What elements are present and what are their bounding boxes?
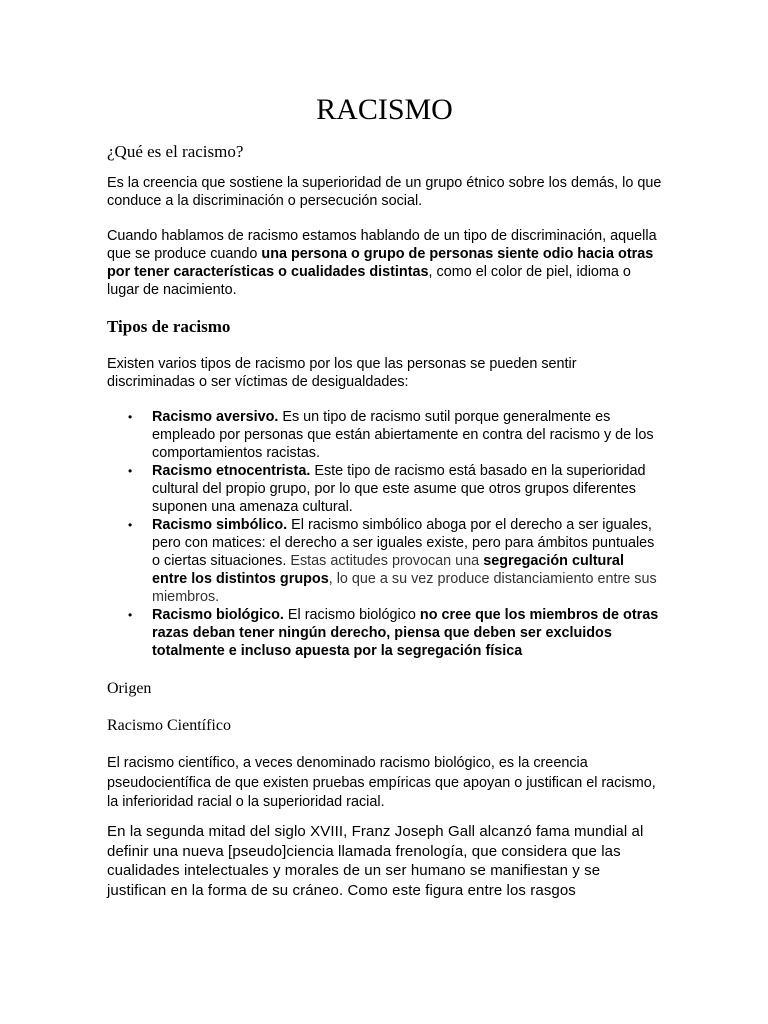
item-text: Estas actitudes provocan una [286,553,484,569]
section-heading-what-is: ¿Qué es el racismo? [107,142,244,161]
item-term: Racismo biológico. [152,607,284,623]
section-heading-types: Tipos de racismo [107,317,231,336]
bold-text: una persona o grupo de personas siente odio hacia otras por tener características o cualidades distintas [107,246,654,280]
list-item-biological [107,606,662,660]
bullet-icon: • [128,410,133,424]
section-heading-scientific-racism: Racismo Científico [107,717,231,734]
paragraph-text: Cuando hablamos de racismo estamos hablando de un tipo de discriminación, aquella que se produce cuando [107,228,657,262]
list-item-symbolic [107,516,662,606]
document-title: RACISMO [316,93,453,126]
paragraph-types-intro: Existen varios tipos de racismo por los que las personas se pueden sentir discriminadas o ser víctimas de desigualdades: [107,356,577,390]
paragraph-scientific-racism: El racismo científico, a veces denominado racismo biológico, es la creencia pseudocientífica de que existen pruebas empíricas que apoyan o justifican el racismo, la inferioridad racial o la superioridad racial. [107,755,656,810]
item-text: Es un tipo de racismo sutil porque generalmente es empleado por personas que están abiertamente en contra del racismo y de los comportamientos racistas. [152,409,654,461]
paragraph-text: , como el color de piel, idioma o lugar de nacimiento. [107,264,631,298]
item-term: Racismo aversivo. [152,409,279,425]
bullet-icon: • [128,518,133,532]
item-text: Este tipo de racismo está basado en la superioridad cultural del propio grupo, por lo que este asume que otros grupos diferentes suponen una amenaza cultural. [152,463,646,515]
item-text: El racismo biológico [283,607,420,623]
item-bold-text: no cree que los miembros de otras razas deban tener ningún derecho, piensa que deben ser excluidos totalmente e incluso apuesta por la segregación física [152,607,659,659]
paragraph-phrenology: En la segunda mitad del siglo XVIII, Franz Joseph Gall alcanzó fama mundial al definir una nueva [pseudo]ciencia llamada frenología, que considera que las cualidades intelectuales y morales de un ser humano se manifiestan y se justifican en la forma de su cráneo. Como este figura entre los rasgos [107,823,644,899]
bullet-icon: • [128,608,133,622]
list-item-ethnocentric [107,462,662,516]
paragraph-definition: Es la creencia que sostiene la superioridad de un grupo étnico sobre los demás, lo que conduce a la discriminación o persecución social. [107,175,662,209]
item-term: Racismo simbólico. [152,517,288,533]
types-list [107,408,662,660]
item-term: Racismo etnocentrista. [152,463,311,479]
item-text: , lo que a su vez produce distanciamiento entre sus miembros. [152,571,657,605]
item-bold-text: segregación cultural entre los distintos grupos [152,553,624,587]
list-item-aversive [107,408,662,462]
section-heading-origin: Origen [107,680,152,697]
bullet-icon: • [128,464,133,478]
item-text: El racismo simbólico aboga por el derecho a ser iguales, pero con matices: el derecho a ser iguales existe, pero para ámbitos puntuales o ciertas situaciones. [152,517,655,569]
paragraph-discrimination [107,227,662,299]
